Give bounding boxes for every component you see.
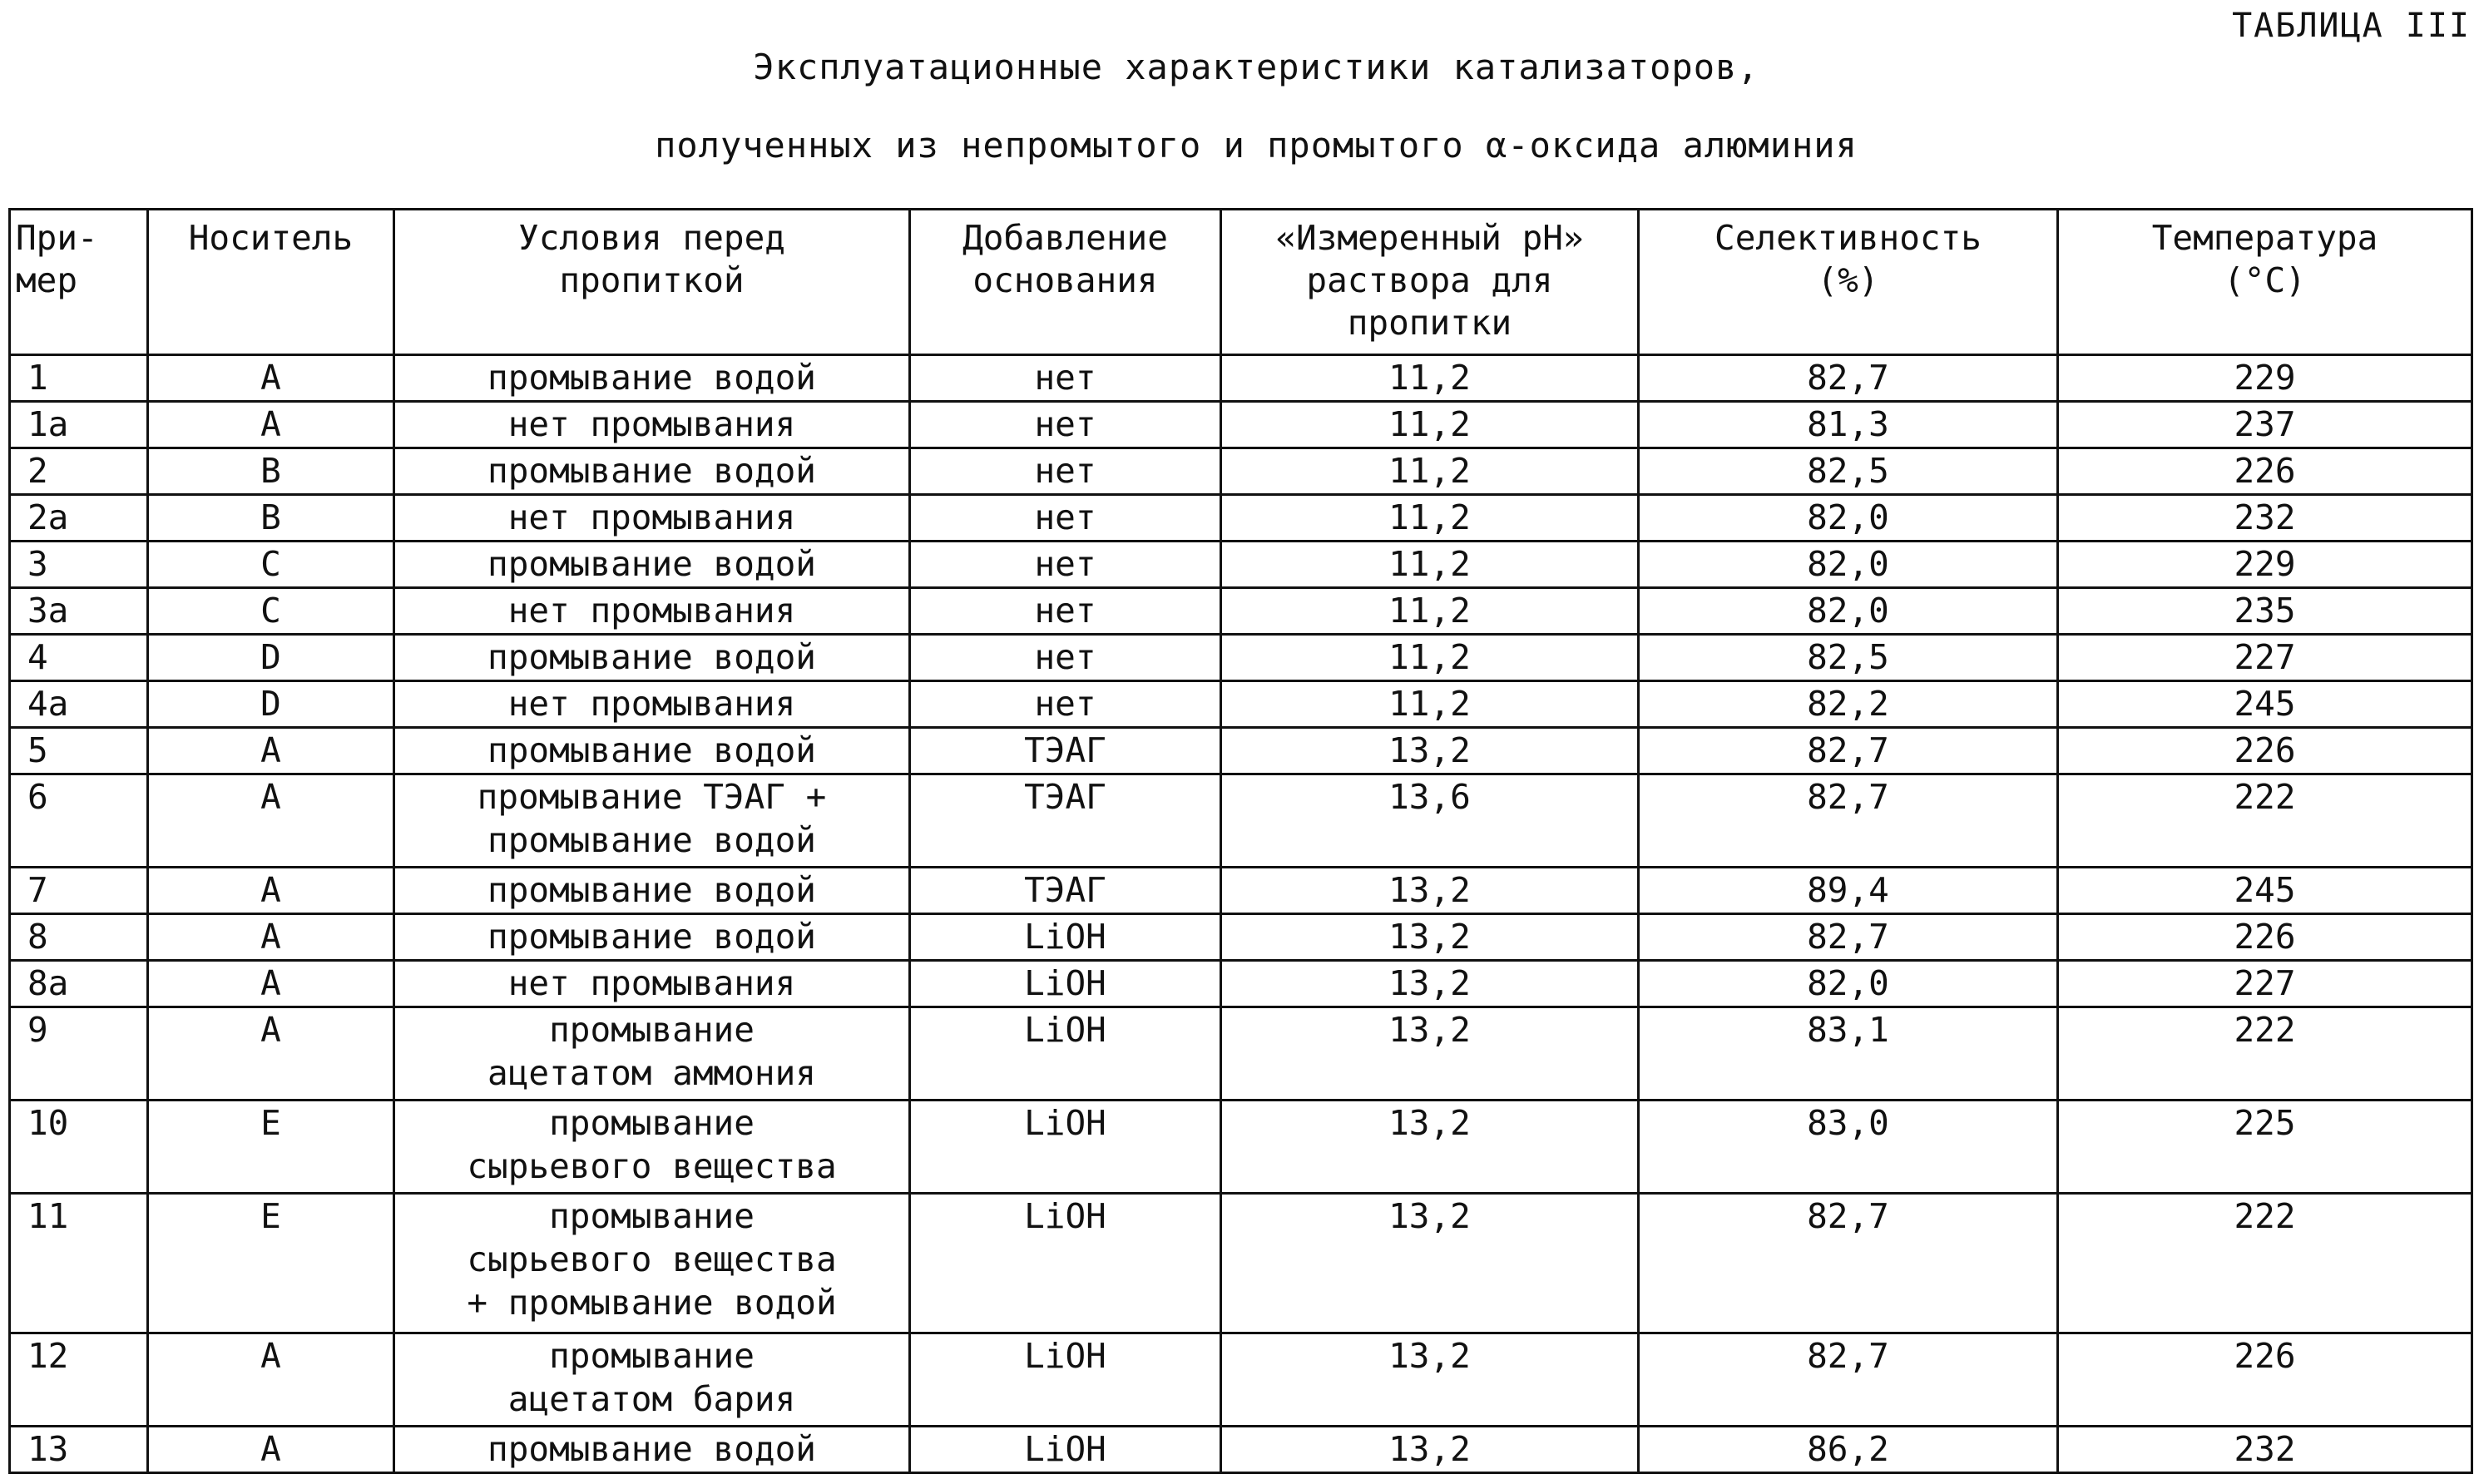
cell-selectivity: 86,2	[1639, 1427, 2058, 1473]
cell-condition: промывание водой	[394, 868, 910, 914]
cell-condition: промывание водой	[394, 914, 910, 961]
column-header-selectivity: Селективность (%)	[1639, 210, 2058, 355]
cell-condition: промывание ТЭАГ + промывание водой	[394, 774, 910, 868]
cell-base-addition: LiOH	[910, 914, 1221, 961]
cell-example: 5	[10, 728, 148, 774]
cell-temperature: 226	[2058, 1333, 2472, 1427]
cell-selectivity: 82,7	[1639, 1194, 2058, 1333]
cell-example: 9	[10, 1007, 148, 1101]
cell-condition: промывание водой	[394, 635, 910, 681]
cell-carrier: D	[148, 681, 394, 728]
cell-example: 7	[10, 868, 148, 914]
cell-carrier: A	[148, 1333, 394, 1427]
cell-measured-ph: 13,2	[1221, 1007, 1639, 1101]
cell-base-addition: LiOH	[910, 1194, 1221, 1333]
cell-measured-ph: 13,2	[1221, 1333, 1639, 1427]
cell-example: 3	[10, 542, 148, 588]
cell-measured-ph: 13,2	[1221, 1101, 1639, 1194]
cell-measured-ph: 11,2	[1221, 448, 1639, 495]
cell-base-addition: ТЭАГ	[910, 774, 1221, 868]
cell-selectivity: 82,0	[1639, 588, 2058, 635]
cell-condition: нет промывания	[394, 495, 910, 542]
cell-temperature: 232	[2058, 495, 2472, 542]
table-row	[10, 774, 2472, 868]
cell-carrier: E	[148, 1194, 394, 1333]
cell-temperature: 222	[2058, 774, 2472, 868]
cell-temperature: 245	[2058, 868, 2472, 914]
cell-temperature: 226	[2058, 728, 2472, 774]
cell-base-addition: LiOH	[910, 961, 1221, 1007]
table-body	[10, 355, 2472, 1473]
cell-selectivity: 82,0	[1639, 495, 2058, 542]
cell-example: 1	[10, 355, 148, 402]
cell-condition: нет промывания	[394, 961, 910, 1007]
cell-condition: промывание водой	[394, 448, 910, 495]
cell-selectivity: 82,5	[1639, 448, 2058, 495]
cell-condition: промывание ацетатом бария	[394, 1333, 910, 1427]
table-row	[10, 495, 2472, 542]
cell-selectivity: 83,0	[1639, 1101, 2058, 1194]
cell-carrier: A	[148, 355, 394, 402]
cell-example: 4a	[10, 681, 148, 728]
cell-carrier: A	[148, 1007, 394, 1101]
cell-condition: нет промывания	[394, 402, 910, 448]
cell-condition: промывание водой	[394, 542, 910, 588]
cell-measured-ph: 11,2	[1221, 542, 1639, 588]
cell-example: 3a	[10, 588, 148, 635]
cell-selectivity: 82,7	[1639, 728, 2058, 774]
cell-base-addition: LiOH	[910, 1427, 1221, 1473]
cell-selectivity: 82,0	[1639, 961, 2058, 1007]
cell-carrier: A	[148, 914, 394, 961]
cell-temperature: 229	[2058, 542, 2472, 588]
cell-base-addition: нет	[910, 588, 1221, 635]
cell-condition: нет промывания	[394, 681, 910, 728]
cell-temperature: 222	[2058, 1194, 2472, 1333]
cell-base-addition: нет	[910, 402, 1221, 448]
cell-example: 8a	[10, 961, 148, 1007]
table-title-line-1: Эксплуатационные характеристики катализаторов,	[753, 47, 1759, 87]
cell-temperature: 225	[2058, 1101, 2472, 1194]
cell-condition: промывание водой	[394, 1427, 910, 1473]
cell-base-addition: нет	[910, 542, 1221, 588]
cell-carrier: A	[148, 961, 394, 1007]
cell-temperature: 229	[2058, 355, 2472, 402]
cell-condition: нет промывания	[394, 588, 910, 635]
cell-base-addition: нет	[910, 448, 1221, 495]
table-row	[10, 681, 2472, 728]
table-title-line-2: полученных из непромытого и промытого α-оксида алюминия	[655, 125, 1858, 166]
cell-selectivity: 82,7	[1639, 1333, 2058, 1427]
table-row	[10, 1007, 2472, 1101]
column-header-base-addition: Добавление основания	[910, 210, 1221, 355]
cell-selectivity: 82,7	[1639, 774, 2058, 868]
cell-base-addition: нет	[910, 681, 1221, 728]
table-row	[10, 635, 2472, 681]
cell-measured-ph: 13,2	[1221, 961, 1639, 1007]
cell-selectivity: 82,7	[1639, 914, 2058, 961]
cell-carrier: A	[148, 774, 394, 868]
cell-temperature: 235	[2058, 588, 2472, 635]
cell-base-addition: ТЭАГ	[910, 868, 1221, 914]
cell-example: 2	[10, 448, 148, 495]
cell-carrier: C	[148, 588, 394, 635]
cell-measured-ph: 13,2	[1221, 728, 1639, 774]
table-row	[10, 355, 2472, 402]
cell-measured-ph: 11,2	[1221, 635, 1639, 681]
table-row	[10, 1333, 2472, 1427]
cell-temperature: 226	[2058, 914, 2472, 961]
cell-temperature: 222	[2058, 1007, 2472, 1101]
cell-selectivity: 81,3	[1639, 402, 2058, 448]
cell-base-addition: нет	[910, 495, 1221, 542]
cell-carrier: E	[148, 1101, 394, 1194]
table-row	[10, 728, 2472, 774]
table-row	[10, 914, 2472, 961]
cell-example: 12	[10, 1333, 148, 1427]
table-row	[10, 448, 2472, 495]
cell-carrier: B	[148, 448, 394, 495]
cell-temperature: 237	[2058, 402, 2472, 448]
cell-measured-ph: 11,2	[1221, 355, 1639, 402]
cell-example: 6	[10, 774, 148, 868]
table-number-label: ТАБЛИЦА III	[2232, 7, 2471, 45]
cell-measured-ph: 11,2	[1221, 588, 1639, 635]
column-header-measured-ph: «Измеренный pH» раствора для пропитки	[1221, 210, 1639, 355]
cell-selectivity: 82,0	[1639, 542, 2058, 588]
cell-example: 8	[10, 914, 148, 961]
cell-example: 11	[10, 1194, 148, 1333]
cell-condition: промывание ацетатом аммония	[394, 1007, 910, 1101]
cell-base-addition: LiOH	[910, 1333, 1221, 1427]
cell-temperature: 232	[2058, 1427, 2472, 1473]
cell-measured-ph: 13,2	[1221, 914, 1639, 961]
table-row	[10, 402, 2472, 448]
cell-carrier: B	[148, 495, 394, 542]
cell-condition: промывание сырьевого вещества	[394, 1101, 910, 1194]
cell-example: 2a	[10, 495, 148, 542]
cell-measured-ph: 13,2	[1221, 1194, 1639, 1333]
cell-base-addition: ТЭАГ	[910, 728, 1221, 774]
cell-example: 13	[10, 1427, 148, 1473]
cell-selectivity: 82,2	[1639, 681, 2058, 728]
cell-temperature: 245	[2058, 681, 2472, 728]
column-header-conditions: Условия перед пропиткой	[394, 210, 910, 355]
table-row	[10, 1101, 2472, 1194]
cell-carrier: A	[148, 402, 394, 448]
cell-carrier: A	[148, 728, 394, 774]
cell-condition: промывание водой	[394, 728, 910, 774]
table-header-row	[10, 210, 2472, 355]
cell-selectivity: 82,5	[1639, 635, 2058, 681]
table-row	[10, 588, 2472, 635]
cell-carrier: A	[148, 1427, 394, 1473]
table-row	[10, 1427, 2472, 1473]
cell-base-addition: LiOH	[910, 1101, 1221, 1194]
cell-temperature: 226	[2058, 448, 2472, 495]
table-row	[10, 542, 2472, 588]
cell-carrier: D	[148, 635, 394, 681]
cell-measured-ph: 11,2	[1221, 402, 1639, 448]
cell-base-addition: нет	[910, 635, 1221, 681]
cell-measured-ph: 13,2	[1221, 868, 1639, 914]
table-row	[10, 868, 2472, 914]
column-header-carrier: Носитель	[148, 210, 394, 355]
cell-temperature: 227	[2058, 635, 2472, 681]
cell-measured-ph: 11,2	[1221, 681, 1639, 728]
cell-measured-ph: 13,6	[1221, 774, 1639, 868]
cell-selectivity: 82,7	[1639, 355, 2058, 402]
cell-selectivity: 89,4	[1639, 868, 2058, 914]
column-header-example: При- мер	[10, 210, 148, 355]
table-row	[10, 961, 2472, 1007]
cell-condition: промывание водой	[394, 355, 910, 402]
table-row	[10, 1194, 2472, 1333]
cell-measured-ph: 11,2	[1221, 495, 1639, 542]
cell-selectivity: 83,1	[1639, 1007, 2058, 1101]
cell-base-addition: LiOH	[910, 1007, 1221, 1101]
cell-condition: промывание сырьевого вещества + промывание водой	[394, 1194, 910, 1333]
cell-example: 4	[10, 635, 148, 681]
cell-example: 1a	[10, 402, 148, 448]
catalyst-performance-table	[8, 208, 2473, 1474]
cell-example: 10	[10, 1101, 148, 1194]
cell-measured-ph: 13,2	[1221, 1427, 1639, 1473]
column-header-temperature: Температура (°C)	[2058, 210, 2472, 355]
cell-carrier: C	[148, 542, 394, 588]
cell-carrier: A	[148, 868, 394, 914]
cell-base-addition: нет	[910, 355, 1221, 402]
cell-temperature: 227	[2058, 961, 2472, 1007]
